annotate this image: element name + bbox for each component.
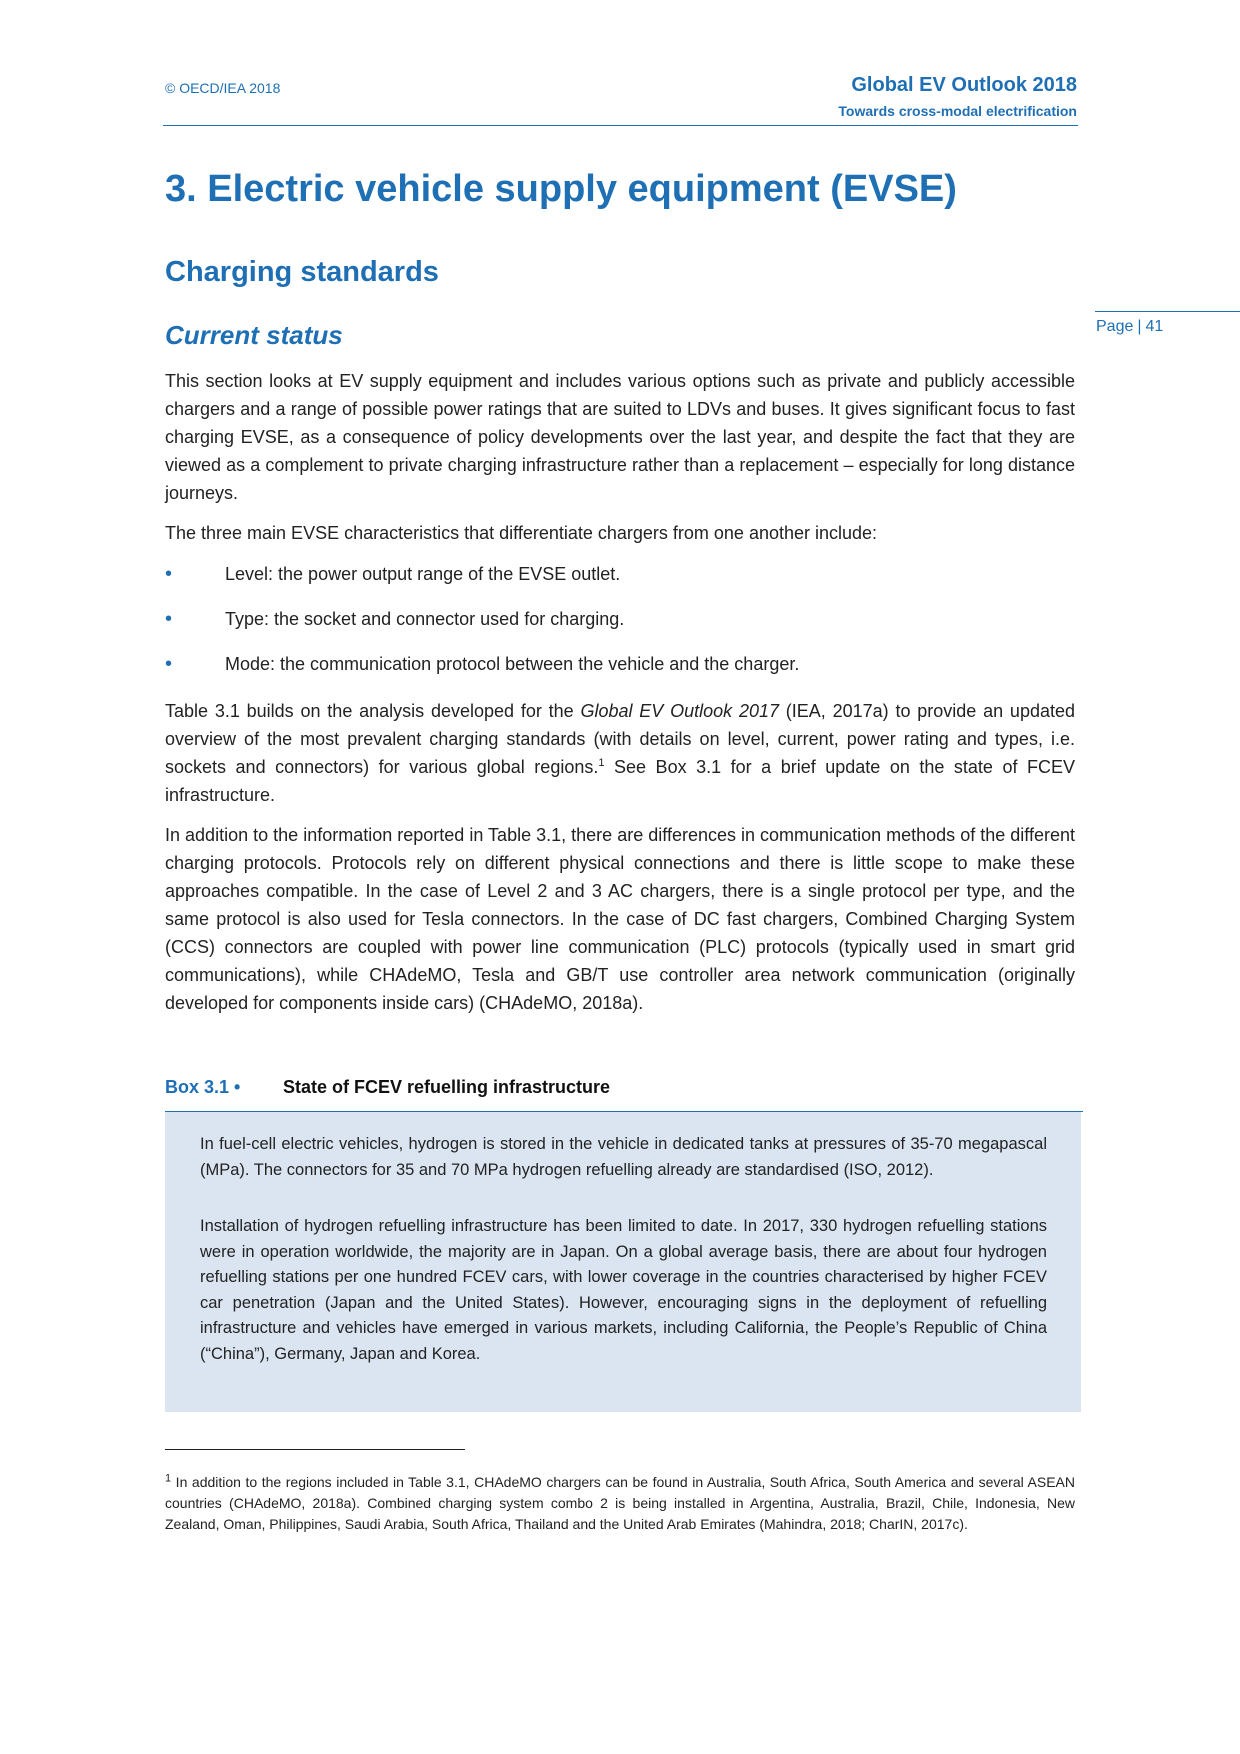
footnote-marker: 1	[165, 1472, 172, 1485]
page-separator: |	[1137, 318, 1142, 335]
report-subtitle: Towards cross-modal electrification	[838, 103, 1077, 119]
box-title: State of FCEV refuelling infrastructure	[283, 1077, 611, 1097]
box-label: Box 3.1 •	[165, 1077, 241, 1097]
body-paragraph-communication: In addition to the information reported in Table 3.1, there are differences in communication methods of the different charging protocols. Protocols rely on different physical connections and there is little scope to make these approaches compatible. In the case of Level 2 and 3 AC chargers, there is a single protocol per type, and the same protocol is also used for Tesla connectors. In the case of DC fast chargers, Combined Charging System (CCS) connectors are coupled with power line communication (PLC) protocols (typically used in smart grid communications), while CHAdeMO, Tesla and GB/T use controller area network communication (originally developed for components inside cars) (CHAdeMO, 2018a).	[165, 825, 1075, 1013]
subsection-title: Current status	[165, 320, 343, 350]
body-paragraph-intro: This section looks at EV supply equipment and includes various options such as private and publicly accessible chargers and a range of possible power ratings that are suited to LDVs and buses. It gives significant focus to fast charging EVSE, as a consequence of policy developments over the last year, and despite the fact that they are viewed as a complement to private charging infrastructure rather than a replacement – especially for long distance journeys.	[165, 371, 1075, 503]
copyright-notice: © OECD/IEA 2018	[165, 80, 281, 96]
page-number: 41	[1145, 318, 1164, 335]
body-paragraph-table-reference	[165, 697, 1075, 809]
characteristics-list	[165, 560, 1075, 695]
list-item: • Mode: the communication protocol between the vehicle and the charger.	[165, 650, 1075, 678]
box-paragraph-storage: In fuel-cell electric vehicles, hydrogen is stored in the vehicle in dedicated tanks at pressures of 35-70 megapascal (MPa). The connectors for 35 and 70 MPa hydrogen refuelling already are standardised (ISO, 2012).	[200, 1135, 1047, 1179]
footnote	[165, 1472, 1075, 1535]
footnote-reference[interactable]: 1	[598, 757, 605, 769]
list-item: • Type: the socket and connector used for charging.	[165, 605, 1075, 633]
footnote-divider	[165, 1449, 465, 1450]
p3-text-middle: (IEA, 2017a) to provide an updated overview of the most prevalent charging standards (with details on level, current, power rating and types, i.e. sockets and connectors) for various global regions.	[165, 701, 1075, 777]
page-number-label	[1096, 318, 1163, 336]
box-paragraph-infrastructure: Installation of hydrogen refuelling infrastructure has been limited to date. In 2017, 330 hydrogen refuelling stations were in operation worldwide, the majority are in Japan. On a global average basis, there are about four hydrogen refuelling stations per one hundred FCEV cars, with lower coverage in the countries characterised by higher FCEV car penetration (Japan and the United States). However, encouraging signs in the deployment of refuelling infrastructure and vehicles have emerged in various markets, including California, the People’s Republic of China (“China”), Germany, Japan and Korea.	[200, 1217, 1047, 1363]
chapter-title: 3. Electric vehicle supply equipment (EVSE)	[165, 168, 957, 210]
body-paragraph-characteristics: The three main EVSE characteristics that differentiate chargers from one another include:	[165, 523, 878, 543]
p3-text-start: Table 3.1 builds on the analysis developed for the	[165, 701, 581, 721]
section-title: Charging standards	[165, 256, 439, 288]
p3-publication-title: Global EV Outlook 2017	[580, 701, 779, 721]
list-item: • Level: the power output range of the EVSE outlet.	[165, 560, 1075, 588]
report-title: Global EV Outlook 2018	[851, 74, 1077, 96]
header-divider	[163, 125, 1078, 126]
p3-text-end: See Box 3.1 for a brief update on the state of FCEV infrastructure.	[165, 757, 1076, 805]
page-marker-rule	[1095, 311, 1240, 312]
footnote-text: In addition to the regions included in Table 3.1, CHAdeMO chargers can be found in Australia, South Africa, South America and several ASEAN countries (CHAdeMO, 2018a). Combined charging system combo 2 is being installed in Argentina, Australia, Brazil, Chile, Indonesia, New Zealand, Oman, Philippines, Saudi Arabia, South Africa, Thailand and the United Arab Emirates (Mahindra, 2018; CharIN, 2017c).	[165, 1474, 1075, 1532]
page-word: Page	[1096, 318, 1134, 335]
